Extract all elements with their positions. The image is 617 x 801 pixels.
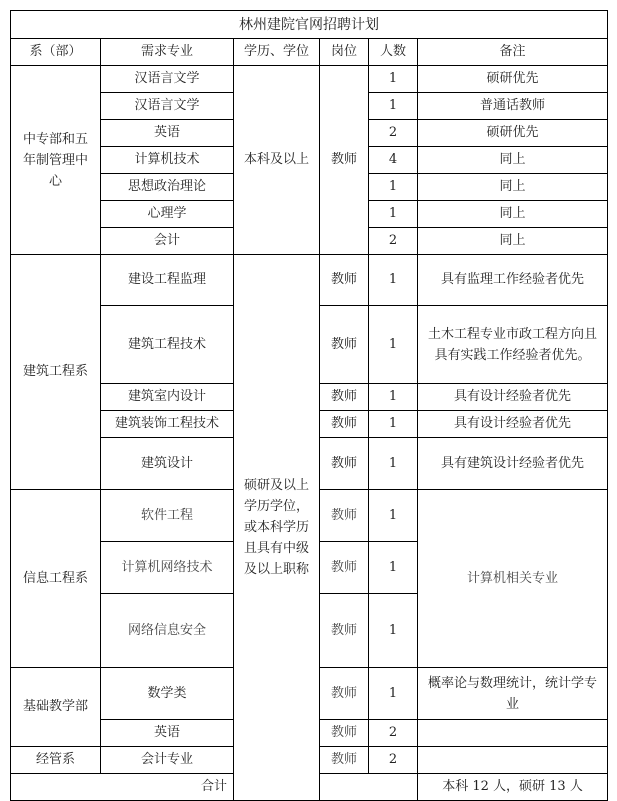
note-cell — [418, 720, 608, 747]
note-cell: 具有设计经验者优先 — [418, 411, 608, 438]
post-cell: 教师 — [320, 438, 369, 490]
table-title: 林州建院官网招聘计划 — [11, 11, 608, 39]
dept-cell: 信息工程系 — [11, 490, 101, 668]
post-cell: 教师 — [320, 542, 369, 594]
count-cell: 1 — [369, 201, 418, 228]
post-cell: 教师 — [320, 255, 369, 306]
edu-cell: 本科及以上 — [234, 66, 320, 255]
major-cell: 英语 — [101, 720, 234, 747]
note-cell: 同上 — [418, 147, 608, 174]
dept-cell: 经管系 — [11, 747, 101, 774]
count-cell: 1 — [369, 542, 418, 594]
note-cell: 概率论与数理统计，统计学专业 — [418, 668, 608, 720]
post-cell: 教师 — [320, 594, 369, 668]
count-cell: 1 — [369, 93, 418, 120]
post-cell: 教师 — [320, 747, 369, 774]
post-cell: 教师 — [320, 720, 369, 747]
major-cell: 会计 — [101, 228, 234, 255]
total-label: 合计 — [11, 774, 418, 801]
post-cell: 教师 — [320, 490, 369, 542]
dept-cell: 基础教学部 — [11, 668, 101, 747]
count-cell: 1 — [369, 66, 418, 93]
major-cell: 汉语言文学 — [101, 93, 234, 120]
major-cell: 软件工程 — [101, 490, 234, 542]
dept-cell: 中专部和五年制管理中心 — [11, 66, 101, 255]
note-cell: 具有建筑设计经验者优先 — [418, 438, 608, 490]
count-cell: 1 — [369, 668, 418, 720]
count-cell: 1 — [369, 490, 418, 542]
count-cell: 4 — [369, 147, 418, 174]
note-cell: 同上 — [418, 201, 608, 228]
note-cell: 土木工程专业市政工程方向且具有实践工作经验者优先。 — [418, 306, 608, 384]
major-cell: 思想政治理论 — [101, 174, 234, 201]
post-cell: 教师 — [320, 66, 369, 255]
count-cell: 2 — [369, 120, 418, 147]
note-cell: 具有设计经验者优先 — [418, 384, 608, 411]
count-cell: 2 — [369, 720, 418, 747]
header-post: 岗位 — [320, 39, 369, 66]
edu-cell: 硕研及以上学历学位，或本科学历且具有中级及以上职称 — [234, 255, 320, 801]
count-cell: 1 — [369, 594, 418, 668]
major-cell: 英语 — [101, 120, 234, 147]
post-cell: 教师 — [320, 411, 369, 438]
post-cell: 教师 — [320, 306, 369, 384]
major-cell: 建筑工程技术 — [101, 306, 234, 384]
major-cell: 网络信息安全 — [101, 594, 234, 668]
header-note: 备注 — [418, 39, 608, 66]
count-cell: 1 — [369, 255, 418, 306]
major-cell: 建筑装饰工程技术 — [101, 411, 234, 438]
note-cell: 同上 — [418, 174, 608, 201]
major-cell: 汉语言文学 — [101, 66, 234, 93]
count-cell: 1 — [369, 384, 418, 411]
header-dept: 系（部） — [11, 39, 101, 66]
note-cell: 计算机相关专业 — [418, 490, 608, 668]
dept-cell: 建筑工程系 — [11, 255, 101, 490]
note-cell: 同上 — [418, 228, 608, 255]
note-cell: 硕研优先 — [418, 120, 608, 147]
note-cell — [418, 747, 608, 774]
major-cell: 建筑设计 — [101, 438, 234, 490]
major-cell: 计算机技术 — [101, 147, 234, 174]
major-cell: 建筑室内设计 — [101, 384, 234, 411]
post-cell: 教师 — [320, 384, 369, 411]
total-value: 本科 12 人，硕研 13 人 — [418, 774, 608, 801]
post-cell: 教师 — [320, 668, 369, 720]
note-cell: 硕研优先 — [418, 66, 608, 93]
major-cell: 会计专业 — [101, 747, 234, 774]
count-cell: 2 — [369, 747, 418, 774]
major-cell: 建设工程监理 — [101, 255, 234, 306]
count-cell: 1 — [369, 438, 418, 490]
count-cell: 1 — [369, 411, 418, 438]
note-cell: 具有监理工作经验者优先 — [418, 255, 608, 306]
major-cell: 心理学 — [101, 201, 234, 228]
header-major: 需求专业 — [101, 39, 234, 66]
note-cell: 普通话教师 — [418, 93, 608, 120]
recruitment-plan-table — [10, 10, 608, 801]
header-count: 人数 — [369, 39, 418, 66]
major-cell: 数学类 — [101, 668, 234, 720]
count-cell: 1 — [369, 306, 418, 384]
count-cell: 1 — [369, 174, 418, 201]
count-cell: 2 — [369, 228, 418, 255]
major-cell: 计算机网络技术 — [101, 542, 234, 594]
header-edu: 学历、学位 — [234, 39, 320, 66]
